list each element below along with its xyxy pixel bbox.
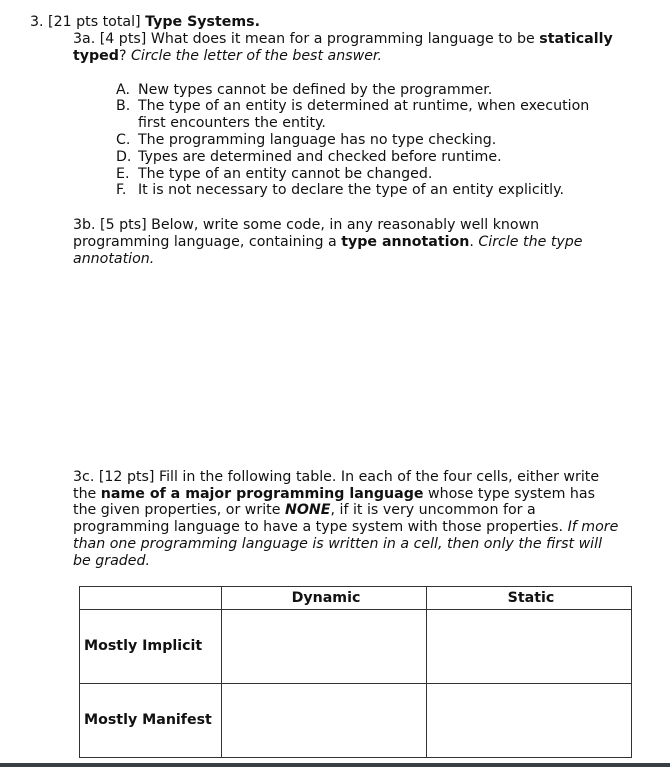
option-a-letter: A.: [116, 82, 130, 98]
table-header-row: [80, 587, 632, 610]
option-a[interactable]: [116, 82, 493, 98]
question-3c-note-cont: than one programming language is written in a cell, then only the first will: [73, 536, 603, 552]
table-row: [80, 684, 632, 758]
question-3c-line-2: [73, 486, 595, 502]
option-e[interactable]: [116, 166, 433, 182]
question-3a-term-cont: typed: [73, 48, 119, 64]
question-3a-punct: ?: [118, 48, 132, 64]
question-3a-line-1: [73, 31, 613, 47]
question-3c-text-3b: , if it is very uncommon for a: [330, 502, 536, 518]
question-3c-text-2a: the: [73, 486, 101, 502]
option-b[interactable]: [116, 98, 590, 114]
row-label-mostly-implicit: Mostly Implicit: [80, 610, 222, 684]
cell-implicit-static[interactable]: [427, 610, 632, 684]
column-header-static: Static: [427, 587, 632, 610]
question-3a-line-2: [73, 48, 382, 64]
question-3c-line-5: [73, 536, 602, 552]
question-3c-line-1: [73, 469, 599, 485]
question-3c-text-3a: the given properties, or write: [73, 502, 285, 518]
table-corner-cell: [80, 587, 222, 610]
option-f-text: It is not necessary to declare the type of an entity explicitly.: [138, 182, 564, 198]
option-d-text: Types are determined and checked before runtime.: [138, 149, 502, 165]
question-3c-note: If more: [567, 519, 619, 535]
question-3c-none-keyword: NONE: [285, 502, 331, 518]
option-a-text: New types cannot be defined by the programmer.: [138, 82, 493, 98]
question-3b-term: type annotation: [341, 234, 470, 250]
question-3c-term: name of a major programming language: [100, 486, 424, 502]
cell-implicit-dynamic[interactable]: [222, 610, 427, 684]
option-f-letter: F.: [116, 182, 127, 198]
question-3a-text: 3a. [4 pts] What does it mean for a programming language to be: [73, 31, 540, 47]
row-label-mostly-manifest: Mostly Manifest: [80, 684, 222, 758]
question-3-title: Type Systems.: [145, 14, 261, 30]
question-3b-text-2: programming language, containing a: [73, 234, 342, 250]
option-f[interactable]: [116, 182, 564, 198]
option-c-letter: C.: [116, 132, 131, 148]
cell-manifest-dynamic[interactable]: [222, 684, 427, 758]
question-3c-line-3: [73, 502, 536, 518]
question-3b-text: 3b. [5 pts] Below, write some code, in any reasonably well known: [73, 217, 540, 233]
option-b-text-cont: first encounters the entity.: [138, 115, 326, 131]
cell-manifest-static[interactable]: [427, 684, 632, 758]
question-3b-line-3: [73, 251, 154, 267]
question-3-header: [30, 14, 260, 30]
question-3c-text-2b: whose type system has: [423, 486, 595, 502]
question-3c-line-4: [73, 519, 618, 535]
option-e-text: The type of an entity cannot be changed.: [138, 166, 433, 182]
question-3c-text-4: programming language to have a type system with those properties.: [73, 519, 568, 535]
question-3b-instruction-cont: annotation.: [73, 251, 155, 267]
question-3b-instruction: Circle the type: [478, 234, 583, 250]
question-3a-instruction: Circle the letter of the best answer.: [131, 48, 382, 64]
table-row: [80, 610, 632, 684]
type-system-table: [79, 586, 632, 758]
option-b-text: The type of an entity is determined at runtime, when execution: [138, 98, 590, 114]
option-e-letter: E.: [116, 166, 130, 182]
option-c-text: The programming language has no type checking.: [138, 132, 497, 148]
question-3a-term: statically: [539, 31, 613, 47]
column-header-dynamic: Dynamic: [222, 587, 427, 610]
question-3-number: 3. [21 pts total]: [30, 14, 141, 30]
option-c[interactable]: [116, 132, 497, 148]
bottom-edge-bar: [0, 763, 670, 767]
question-3b-punct: .: [469, 234, 479, 250]
question-3b-answer-area[interactable]: [73, 272, 633, 462]
option-b-continuation: [138, 115, 326, 131]
question-3c-note-end: be graded.: [73, 553, 151, 569]
question-3c-text: 3c. [12 pts] Fill in the following table. In each of the four cells, either write: [73, 469, 600, 485]
question-3b-line-2: [73, 234, 583, 250]
question-3b-line-1: [73, 217, 539, 233]
option-d[interactable]: [116, 149, 502, 165]
option-d-letter: D.: [116, 149, 132, 165]
question-3c-line-6: [73, 553, 150, 569]
option-b-letter: B.: [116, 98, 131, 114]
